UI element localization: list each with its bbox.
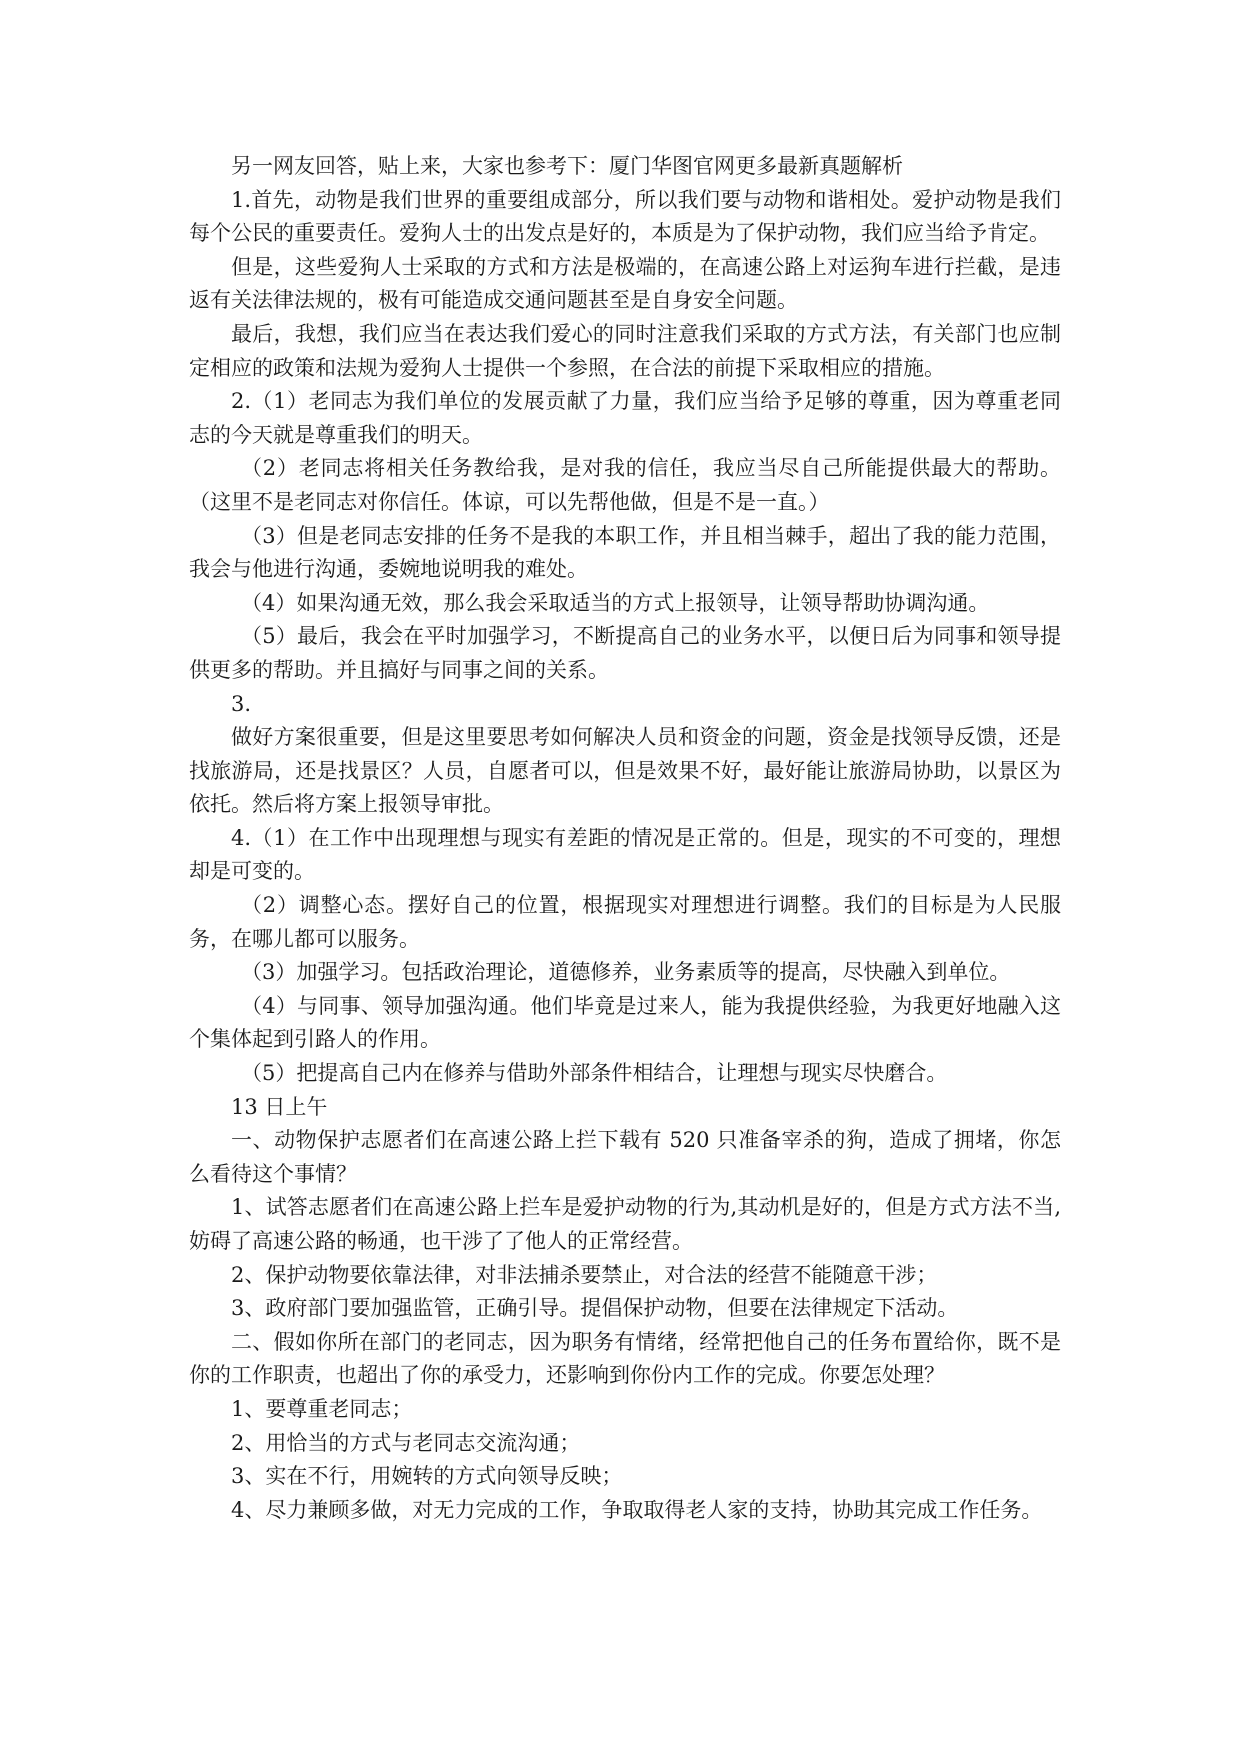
question-2-answer-4: 4、尽力兼顾多做，对无力完成的工作，争取取得老人家的支持，协助其完成工作任务。 bbox=[231, 1497, 1043, 1522]
question-1-answer-1: 1、试答志愿者们在高速公路上拦车是爱护动物的行为,其动机是好的，但是方式方法不当,妨碍了高速公路的畅通，也干涉了了他人的正常经营。 bbox=[189, 1195, 1061, 1253]
section-heading-morning: 13 日上午 bbox=[231, 1094, 328, 1119]
paragraph-intro: 另一网友回答，贴上来，大家也参考下：厦门华图官网更多最新真题解析 bbox=[231, 154, 903, 178]
paragraph-answer-4-point-1: 4.（1）在工作中出现理想与现实有差距的情况是正常的。但是，现实的不可变的，理想却是可变的。 bbox=[189, 825, 1061, 884]
question-2: 二、假如你所在部门的老同志，因为职务有情绪，经常把他自己的任务布置给你，既不是你的工作职责，也超出了你的承受力，还影响到你份内工作的完成。你要怎处理？ bbox=[189, 1329, 1061, 1388]
paragraph-answer-4-point-4: （4）与同事、领导加强沟通。他们毕竟是过来人，能为我提供经验，为我更好地融入这个集体起到引路人的作用。 bbox=[189, 993, 1061, 1052]
paragraph-answer-2-point-2: （2）老同志将相关任务教给我，是对我的信任，我应当尽自己所能提供最大的帮助。（这里不是老同志对你信任。体谅，可以先帮他做，但是不是一直。） bbox=[189, 456, 1061, 514]
paragraph-answer-2-point-5: （5）最后，我会在平时加强学习，不断提高自己的业务水平，以便日后为同事和领导提供更多的帮助。并且搞好与同事之间的关系。 bbox=[189, 624, 1061, 682]
question-1-answer-2: 2、保护动物要依靠法律，对非法捕杀要禁止，对合法的经营不能随意干涉； bbox=[231, 1262, 938, 1287]
paragraph-answer-1-finally: 最后，我想，我们应当在表达我们爱心的同时注意我们采取的方式方法，有关部门也应制定相应的政策和法规为爱狗人士提供一个参照，在合法的前提下采取相应的措施。 bbox=[189, 321, 1061, 380]
paragraph-answer-4-point-5: （5）把提高自己内在修养与借助外部条件相结合，让理想与现实尽快磨合。 bbox=[241, 1061, 948, 1086]
question-2-answer-1: 1、要尊重老同志； bbox=[231, 1396, 413, 1421]
document-body bbox=[189, 150, 1061, 1527]
paragraph-answer-4-point-3: （3）加强学习。包括政治理论，道德修养，业务素质等的提高，尽快融入到单位。 bbox=[241, 960, 1011, 985]
paragraph-answer-3: 做好方案很重要，但是这里要思考如何解决人员和资金的问题，资金是找领导反馈，还是找旅游局，还是找景区？人员，自愿者可以，但是效果不好，最好能让旅游局协助，以景区为依托。然后将方案上报领导审批。 bbox=[189, 725, 1061, 817]
question-1-answer-3: 3、政府部门要加强监管，正确引导。提倡保护动物，但要在法律规定下活动。 bbox=[231, 1296, 959, 1321]
question-2-answer-3: 3、实在不行，用婉转的方式向领导反映； bbox=[231, 1464, 623, 1489]
paragraph-answer-2-point-3: （3）但是老同志安排的任务不是我的本职工作，并且相当棘手，超出了我的能力范围，我会与他进行沟通，委婉地说明我的难处。 bbox=[189, 523, 1061, 582]
question-1: 一、动物保护志愿者们在高速公路上拦下载有 520 只准备宰杀的狗，造成了拥堵，你怎么看待这个事情？ bbox=[189, 1128, 1061, 1186]
paragraph-answer-1: 1.首先，动物是我们世界的重要组成部分，所以我们要与动物和谐相处。爱护动物是我们每个公民的重要责任。爱狗人士的出发点是好的，本质是为了保护动物，我们应当给予肯定。 bbox=[189, 187, 1061, 246]
paragraph-answer-2-point-4: （4）如果沟通无效，那么我会采取适当的方式上报领导，让领导帮助协调沟通。 bbox=[241, 590, 990, 615]
paragraph-answer-2-point-1: 2.（1）老同志为我们单位的发展贡献了力量，我们应当给予足够的尊重，因为尊重老同志的今天就是尊重我们的明天。 bbox=[189, 389, 1061, 447]
question-2-answer-2: 2、用恰当的方式与老同志交流沟通； bbox=[231, 1430, 581, 1455]
paragraph-answer-1-however: 但是，这些爱狗人士采取的方式和方法是极端的，在高速公路上对运狗车进行拦截，是违返有关法律法规的，极有可能造成交通问题甚至是自身安全问题。 bbox=[189, 254, 1061, 313]
paragraph-answer-4-point-2: （2）调整心态。摆好自己的位置，根据现实对理想进行调整。我们的目标是为人民服务，在哪儿都可以服务。 bbox=[189, 893, 1061, 951]
paragraph-answer-3-number: 3. bbox=[231, 691, 252, 716]
